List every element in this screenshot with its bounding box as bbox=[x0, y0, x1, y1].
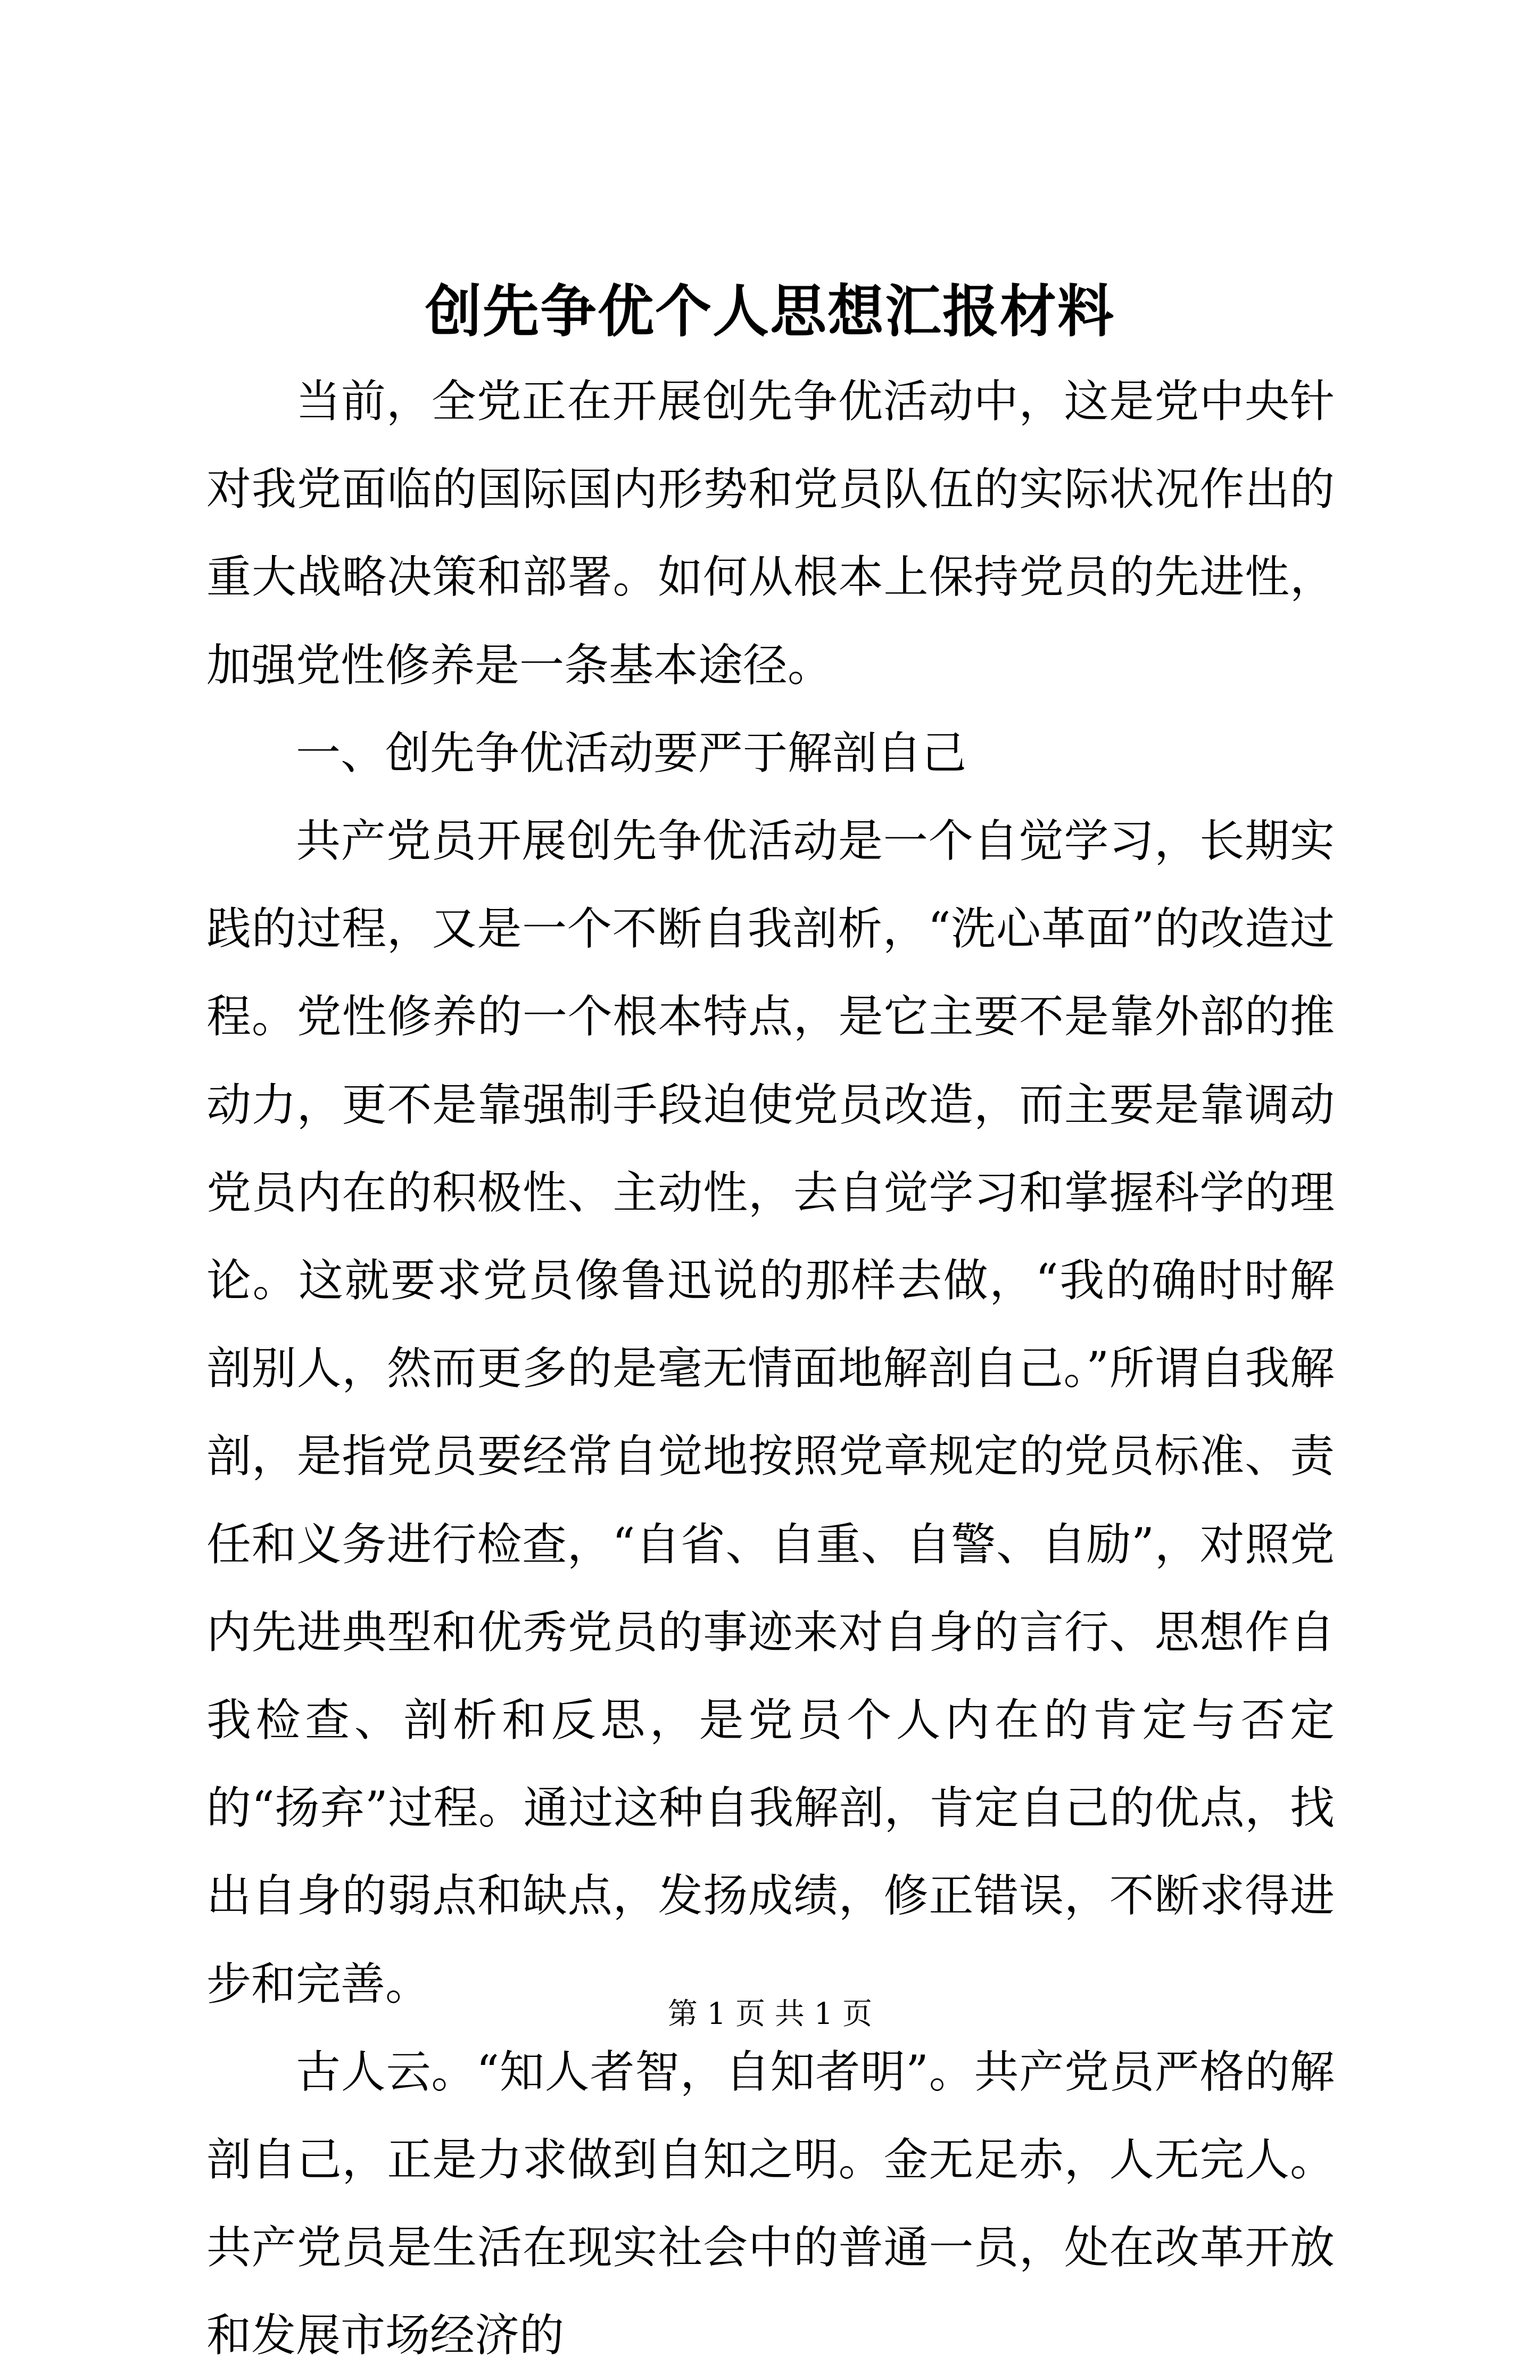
document-title: 创先争优个人思想汇报材料 bbox=[425, 278, 1115, 344]
section-heading-1: 一、创先争优活动要严于解剖自己 bbox=[296, 726, 967, 779]
page-number-footer: 第 1 页 共 1 页 bbox=[667, 1997, 873, 2031]
paragraph-intro: 当前，全党正在开展创先争优活动中，这是党中央针对我党面临的国际国内形势和党员队伍的实际状况作出的重大战略决策和部署。如何从根本上保持党员的先进性，加强党性修养是一条基本途径。 bbox=[206, 375, 1335, 691]
document-body bbox=[206, 358, 1335, 2380]
paragraph-self-analysis: 共产党员开展创先争优活动是一个自觉学习，长期实践的过程，又是一个不断自我剖析，“洗心革面”的改造过程。党性修养的一个根本特点，是它主要不是靠外部的推动力，更不是靠强制手段迫使党员改造，而主要是靠调动党员内在的积极性、主动性，去自觉学习和掌握科学的理论。这就要求党员像鲁迅说的那样去做，“我的确时时解剖别人，然而更多的是毫无情面地解剖自己。”所谓自我解剖，是指党员要经常自觉地按照党章规定的党员标准、责任和义务进行检查，“自省、自重、自警、自励”，对照党内先进典型和优秀党员的事迹来对自身的言行、思想作自我检查、剖析和反思，是党员个人内在的肯定与否定的“扬弃”过程。通过这种自我解剖，肯定自己的优点，找出自身的弱点和缺点，发扬成绩，修正错误，不断求得进步和完善。 bbox=[206, 815, 1335, 2010]
paragraph-ancient-saying: 古人云。“知人者智，自知者明”。共产党员严格的解剖自己，正是力求做到自知之明。金无足赤，人无完人。共产党员是生活在现实社会中的普通一员，处在改革开放和发展市场经济的 bbox=[206, 2045, 1335, 2362]
